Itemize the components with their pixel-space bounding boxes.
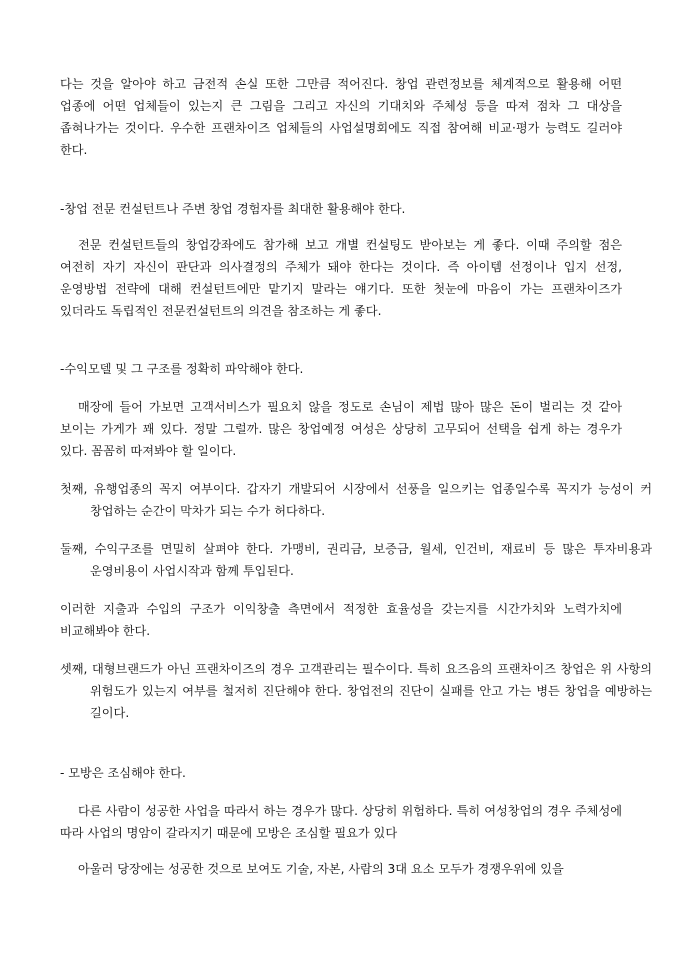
list-item: 셋째, 대형브랜드가 아닌 프랜차이즈의 경우 고객관리는 필수이다. 특히 요즈음의 프랜차이즈 창업은 위 사항의 위험도가 있는지 여부를 철저히 진단해야 한다. 창업전의 진단이 실패를 안고 가는 병든 창업을 예방하는 길이다. xyxy=(60,662,652,720)
body-paragraph: 다른 사람이 성공한 사업을 따라서 하는 경우가 많다. 상당히 위험하다. 특히 여성창업의 경우 주체성에 따라 사업의 명암이 갈라지기 때문에 모방은 조심할 필요가 있다 xyxy=(60,804,622,840)
body-paragraph: 매장에 들어 가보면 고객서비스가 필요치 않을 정도로 손님이 제법 많아 많은 돈이 벌리는 것 같아 보이는 가게가 꽤 있다. 정말 그럴까. 많은 창업예정 여성은 상당히 고무되어 선택을 쉽게 하는 경우가 있다. 꼼꼼히 따져봐야 할 일이다. xyxy=(60,400,622,458)
body-paragraph: 이러한 지출과 수입의 구조가 이익창출 측면에서 적정한 효율성을 갖는지를 시간가치와 노력가치에 비교해봐야 한다. xyxy=(60,602,622,638)
section-heading: -창업 전문 컨설턴트나 주변 창업 경험자를 최대한 활용해야 한다. xyxy=(60,202,406,216)
body-paragraph: 다는 것을 알아야 하고 금전적 손실 또한 그만큼 적어진다. 창업 관련정보를 체계적으로 활용해 어떤 업종에 어떤 업체들이 있는지 큰 그림을 그리고 자신의 기대치와 주체성 등을 따져 점차 그 대상을 좁혀나가는 것이다. 우수한 프랜차이즈 업체들의 사업설명회에도 직접 참여해 비교·평가 능력도 길러야 한다. xyxy=(60,77,622,157)
section-heading: - 모방은 조심해야 한다. xyxy=(60,766,186,780)
section-heading: -수익모델 및 그 구조를 정확히 파악해야 한다. xyxy=(60,362,304,376)
list-item: 첫째, 유행업종의 꼭지 여부이다. 갑자기 개발되어 시장에서 선풍을 일으키는 업종일수록 꼭지가 능성이 커 창업하는 순간이 막차가 되는 수가 허다하다. xyxy=(60,482,652,518)
list-item: 둘째, 수익구조를 면밀히 살펴야 한다. 가맹비, 권리금, 보증금, 월세, 인건비, 재료비 등 많은 투자비용과 운영비용이 사업시작과 함께 투입된다. xyxy=(60,542,652,578)
body-paragraph: 전문 컨설턴트들의 창업강좌에도 참가해 보고 개별 컨설팅도 받아보는 게 좋다. 이때 주의할 점은 여전히 자기 자신이 판단과 의사결정의 주체가 돼야 한다는 것이다. 즉 아이템 선정이나 입지 선정, 운영방법 전략에 대해 컨설턴트에만 맡기지 말라는 얘기다. 또한 첫눈에 마음이 가는 프랜차이즈가 있더라도 독립적인 전문컨설턴트의 의견을 참조하는 게 좋다. xyxy=(60,238,622,318)
body-paragraph: 아울러 당장에는 성공한 것으로 보여도 기술, 자본, 사람의 3대 요소 모두가 경쟁우위에 있을 xyxy=(78,862,564,876)
